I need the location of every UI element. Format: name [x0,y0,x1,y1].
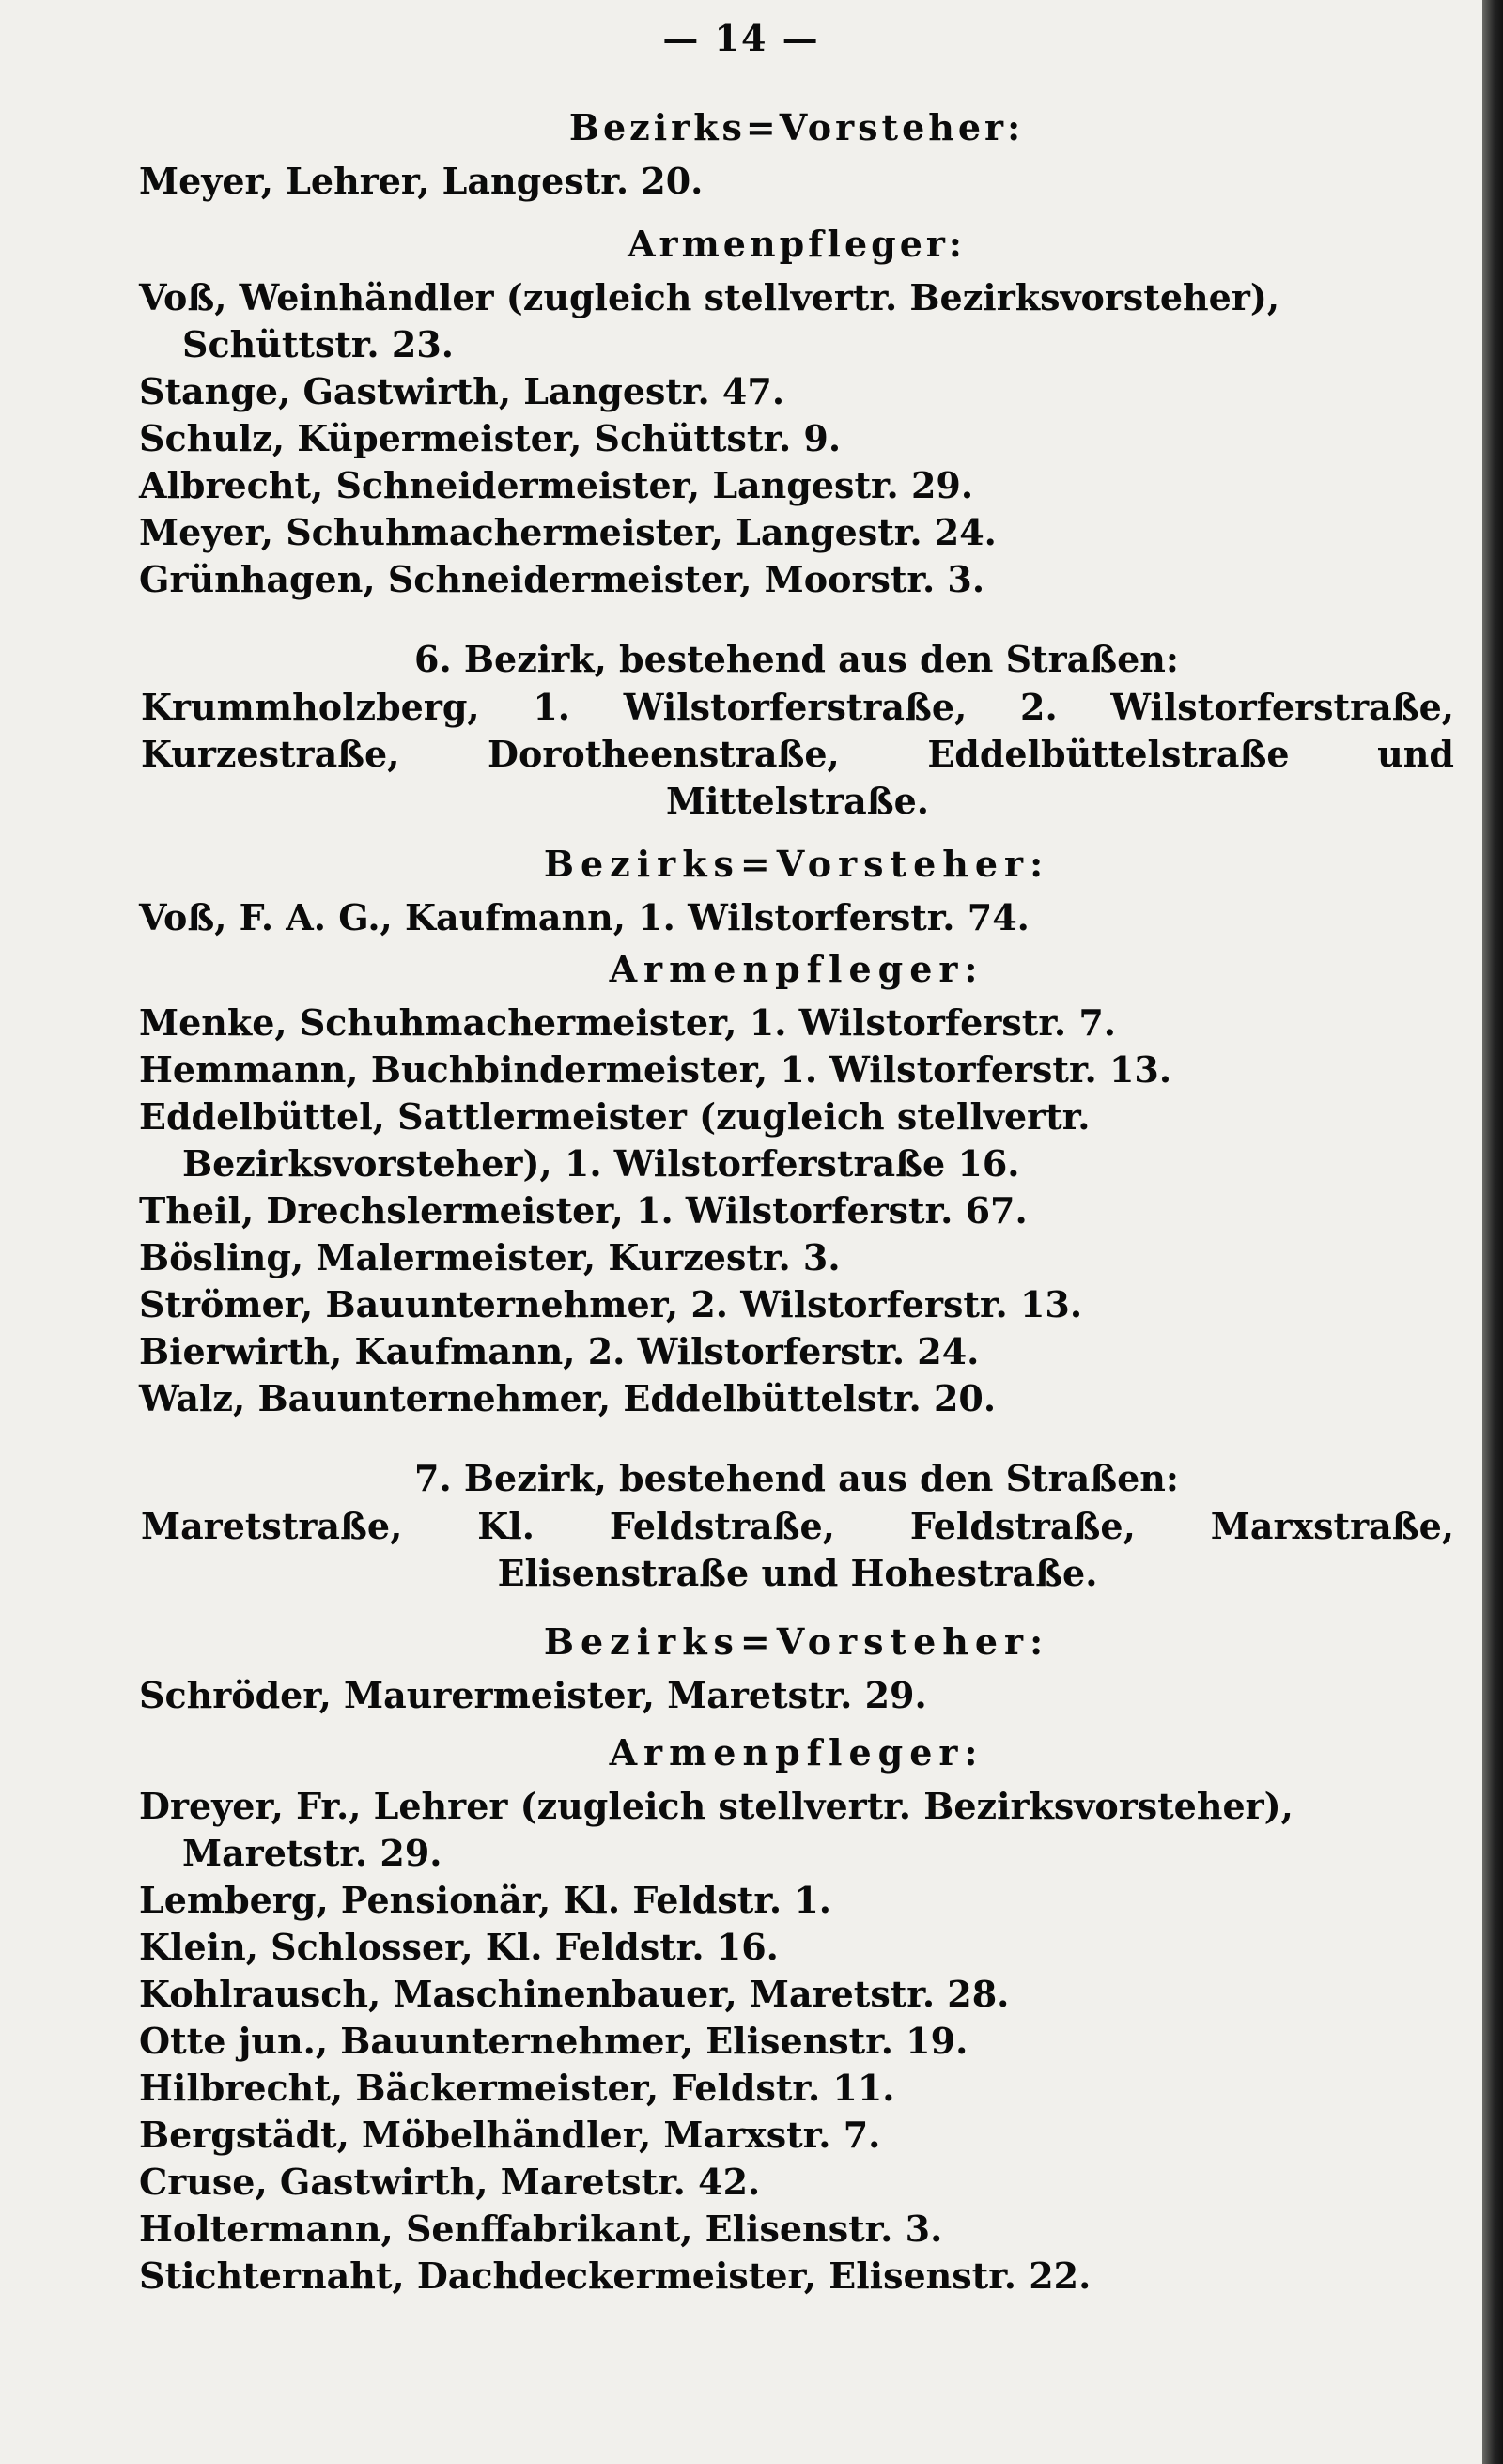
vorsteher-entry: Schröder, Maurermeister, Maretstr. 29. [139,1674,927,1716]
vorsteher-entry: Meyer, Lehrer, Langestr. 20. [139,160,704,202]
armenpfleger-entry: Schulz, Küpermeister, Schüttstr. 9. [139,417,842,459]
page-number: — 14 — [662,17,820,59]
armenpfleger-entry: Strömer, Bauunternehmer, 2. Wilstorferstr. 13. [139,1283,1083,1325]
page-content [139,103,1454,2305]
vorsteher-heading: Bezirks=Vorsteher: [568,106,1025,148]
vorsteher-entry: Voß, F. A. G., Kaufmann, 1. Wilstorferstr. 74. [139,896,1030,938]
section-district-6 [139,635,1454,1422]
armenpfleger-entry: Bergstädt, Möbelhändler, Marxstr. 7. [139,2114,881,2156]
book-binding-edge [1482,0,1503,2464]
armenpfleger-entry: Grünhagen, Schneidermeister, Moorstr. 3. [139,558,985,600]
armenpfleger-entry: Theil, Drechslermeister, 1. Wilstorferstr. 67. [139,1189,1028,1232]
armenpfleger-entry: Lemberg, Pensionär, Kl. Feldstr. 1. [139,1879,832,1921]
armenpfleger-heading: Armenpfleger: [609,1731,984,1774]
armenpfleger-entry: Dreyer, Fr., Lehrer (zugleich stellvertr. Bezirksvorsteher), Maretstr. 29. [139,1785,1294,1874]
armenpfleger-entry: Holtermann, Senffabrikant, Elisenstr. 3. [139,2208,943,2250]
armenpfleger-entry: Eddelbüttel, Sattlermeister (zugleich stellvertr. Bezirksvorsteher), 1. Wilstorferstraße 16. [139,1095,1091,1185]
armenpfleger-entry: Klein, Schlosser, Kl. Feldstr. 16. [139,1926,779,1968]
armenpfleger-entry: Bierwirth, Kaufmann, 2. Wilstorferstr. 24. [139,1330,980,1372]
armenpfleger-entry: Kohlrausch, Maschinenbauer, Maretstr. 28. [139,1973,1010,2015]
armenpfleger-entry: Bösling, Malermeister, Kurzestr. 3. [139,1236,841,1278]
armenpfleger-entry: Hilbrecht, Bäckermeister, Feldstr. 11. [139,2067,895,2109]
armenpfleger-entry: Stichternaht, Dachdeckermeister, Elisenstr. 22. [139,2255,1092,2297]
district-streets: Krummholzberg, 1. Wilstorferstraße, 2. Wilstorferstraße, Kurzestraße, Dorotheenstraße, Eddelbüttelstraße und Mittelstraße. [141,686,1454,822]
armenpfleger-heading: Armenpfleger: [609,948,984,990]
district-streets: Maretstraße, Kl. Feldstraße, Feldstraße, Marxstraße, Elisenstraße und Hohestraße. [141,1505,1454,1594]
section-continuation [139,103,1454,603]
vorsteher-heading: Bezirks=Vorsteher: [543,843,1050,885]
armenpfleger-entry: Hemmann, Buchbindermeister, 1. Wilstorferstr. 13. [139,1048,1172,1091]
district-heading: 6. Bezirk, bestehend aus den Straßen: [414,638,1179,680]
vorsteher-heading: Bezirks=Vorsteher: [543,1620,1050,1663]
armenpfleger-entry: Walz, Bauunternehmer, Eddelbüttelstr. 20. [139,1377,997,1419]
armenpfleger-entry: Albrecht, Schneidermeister, Langestr. 29. [139,464,974,506]
armenpfleger-entry: Stange, Gastwirth, Langestr. 47. [139,370,785,412]
armenpfleger-entry: Voß, Weinhändler (zugleich stellvertr. Bezirksvorsteher), Schüttstr. 23. [139,276,1280,365]
armenpfleger-entry: Menke, Schuhmachermeister, 1. Wilstorferstr. 7. [139,1001,1116,1044]
armenpfleger-heading: Armenpfleger: [628,223,966,265]
armenpfleger-entry: Cruse, Gastwirth, Maretstr. 42. [139,2161,761,2203]
armenpfleger-entry: Otte jun., Bauunternehmer, Elisenstr. 19. [139,2020,968,2062]
district-heading: 7. Bezirk, bestehend aus den Straßen: [414,1457,1179,1499]
section-district-7 [139,1454,1454,2300]
armenpfleger-entry: Meyer, Schuhmachermeister, Langestr. 24. [139,511,997,553]
